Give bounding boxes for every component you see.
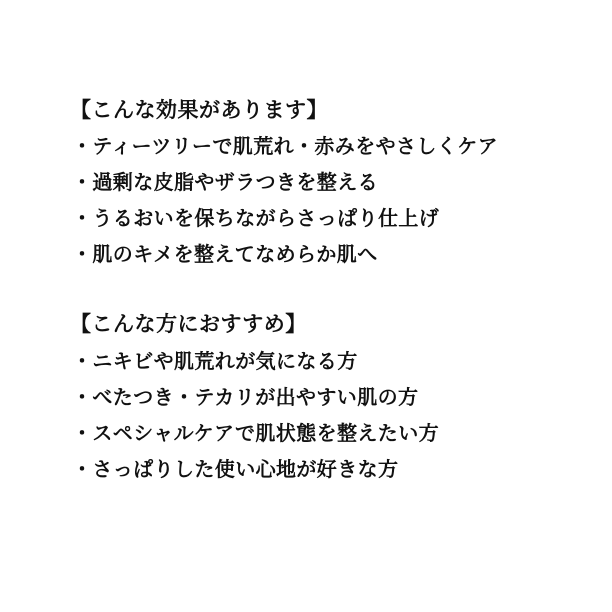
list-item: ・過剰な皮脂やザラつきを整える (72, 170, 378, 195)
list-item: ・スペシャルケアで肌状態を整えたい方 (72, 420, 439, 445)
section-effects-heading: 【こんな効果があります】 (70, 98, 328, 122)
list-item: ・ティーツリーで肌荒れ・赤みをやさしくケア (72, 134, 498, 159)
list-item: ・さっぱりした使い心地が好きな方 (72, 456, 399, 481)
section-recommended-for-list (70, 348, 572, 481)
section-recommended-for-heading: 【こんな方におすすめ】 (70, 312, 307, 337)
section-recommended-for (70, 310, 572, 481)
list-item: ・肌のキメを整えてなめらか肌へ (72, 242, 378, 267)
list-item: ・ニキビや肌荒れが気になる方 (72, 348, 358, 373)
list-item: ・べたつき・テカリが出やすい肌の方 (72, 384, 419, 409)
section-effects (70, 96, 572, 267)
section-effects-list (70, 134, 572, 267)
list-item: ・うるおいを保ちながらさっぱり仕上げ (72, 206, 440, 231)
